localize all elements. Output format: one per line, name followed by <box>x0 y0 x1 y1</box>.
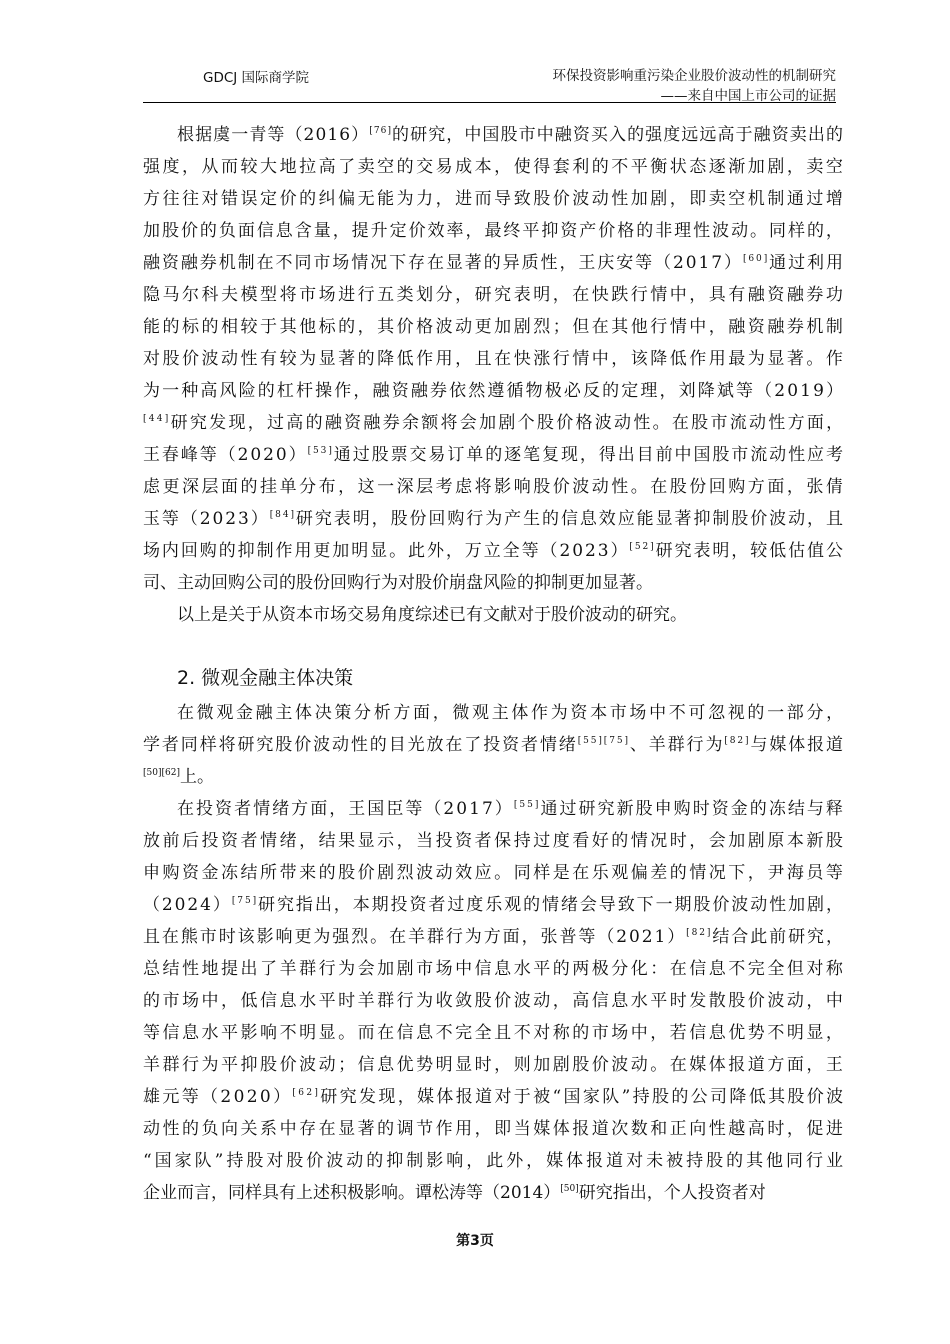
text-run: 隐马尔科夫模型将市场进行五类划分，研究表明，在快跌行情中，具有融资融券功 <box>143 285 846 305</box>
text-run: 雄元等（2020） <box>143 1087 293 1107</box>
page-number: 第3页 <box>456 1233 494 1249</box>
text-run: 强度，从而较大地拉高了卖空的交易成本，使得套利的不平衡状态逐渐加剧，卖空 <box>143 157 846 177</box>
text-run: 的研究，中国股市中融资买入的强度远远高于融资卖出的 <box>392 125 845 145</box>
text-line <box>143 407 846 439</box>
text-line <box>143 183 846 215</box>
text-line <box>143 503 843 535</box>
text-run: 学者同样将研究股价波动性的目光放在了投资者情绪 <box>143 735 578 755</box>
text-line <box>143 343 846 375</box>
text-run: 企业而言，同样具有上述积极影响。谭松涛等（2014） <box>143 1183 561 1203</box>
text-line <box>143 215 843 247</box>
text-run: 等信息水平影响不明显。而在信息不完全且不对称的市场中，若信息优势不明显， <box>143 1023 846 1043</box>
text-run: 通过股票交易订单的逐笔复现，得出目前中国股市流动性应考 <box>333 445 845 465</box>
text-line <box>143 921 843 953</box>
citation-ref: [82] <box>724 736 751 746</box>
header-institution: GDCJ 国际商学院 <box>203 70 310 86</box>
citation-ref: [50][62] <box>143 768 180 778</box>
citation-ref: [62] <box>292 1088 321 1098</box>
header-title-line1: 环保投资影响重污染企业股价波动性的机制研究 <box>552 68 836 84</box>
page-body <box>143 119 847 1209</box>
text-line <box>143 857 846 889</box>
paragraph-micro-decisions-intro <box>143 697 846 793</box>
text-line <box>143 1017 846 1049</box>
citation-ref: [44] <box>143 414 171 424</box>
text-line <box>143 1081 846 1113</box>
citation-ref: [84] <box>269 510 296 520</box>
text-run: 通过研究新股申购时资金的冻结与释 <box>540 799 845 819</box>
text-line <box>143 279 846 311</box>
text-run: 加股价的负面信息含量，提升定价效率，最终平抑资产价格的非理性波动。同样的， <box>143 221 845 241</box>
text-run: 能的标的相较于其他标的，其价格波动更加剧烈；但在其他行情中，融资融券机制 <box>143 317 846 337</box>
text-run: 动性的负向关系中存在显著的调节作用，即当媒体报道次数和正向性越高时，促进 <box>143 1119 846 1139</box>
text-run: 场内回购的抑制作用更加明显。此外，万立全等（2023） <box>143 541 630 561</box>
text-line <box>143 119 843 151</box>
text-run: 方往往对错误定价的纠偏无能为力，进而导致股价波动性加剧，即卖空机制通过增 <box>143 189 846 209</box>
text-run: 、羊群行为 <box>629 735 725 755</box>
text-run: 根据虞一青等（2016） <box>177 125 370 145</box>
text-line <box>143 439 843 471</box>
header-title <box>553 66 837 106</box>
text-run: 且在熊市时该影响更为强烈。在羊群行为方面，张普等（2021） <box>143 927 687 947</box>
text-run: 的市场中，低信息水平时羊群行为收敛股价波动，高信息水平时发散股价波动，中 <box>143 991 846 1011</box>
text-line <box>143 825 846 857</box>
text-line <box>143 1049 846 1081</box>
text-run: 对股价波动性有较为显著的降低作用，且在快涨行情中，该降低作用最为显著。作 <box>143 349 846 369</box>
citation-ref: [53] <box>307 446 334 456</box>
text-run: 虑更深层面的挂单分布，这一深层考虑将影响股价波动性。在股份回购方面，张倩 <box>143 477 846 497</box>
citation-ref: [76] <box>369 126 393 136</box>
text-line <box>143 889 843 921</box>
paragraph-summary <box>143 599 843 631</box>
citation-ref: [50] <box>560 1184 579 1194</box>
text-run: 在微观金融主体决策分析方面，微观主体作为资本市场中不可忽视的一部分， <box>177 703 846 723</box>
text-run: （2024） <box>143 895 232 915</box>
text-run: 研究发现，媒体报道对于被“国家队”持股的公司降低其股价波 <box>320 1087 846 1107</box>
text-line <box>143 953 846 985</box>
paragraph-investor-sentiment <box>143 793 847 1209</box>
text-line <box>143 697 846 729</box>
text-line <box>143 1145 847 1177</box>
text-line <box>143 471 846 503</box>
citation-ref: [60] <box>742 254 770 264</box>
text-line <box>143 1113 846 1145</box>
text-run: 以上是关于从资本市场交易角度综述已有文献对于股价波动的研究。 <box>177 605 687 625</box>
citation-ref: [52] <box>629 542 656 552</box>
text-run: 王春峰等（2020） <box>143 445 308 465</box>
text-line <box>143 535 843 567</box>
text-line <box>143 311 846 343</box>
text-run: 羊群行为平抑股价波动；信息优势明显时，则加剧股价波动。在媒体报道方面，王 <box>143 1055 846 1075</box>
text-line <box>143 985 846 1017</box>
section-spacer <box>143 631 843 659</box>
text-line <box>143 567 843 599</box>
section-heading: 2. 微观金融主体决策 <box>177 667 354 689</box>
text-line <box>143 247 843 279</box>
paragraph-short-selling-margin <box>143 119 846 599</box>
text-run: 研究指出，本期投资者过度乐观的情绪会导致下一期股价波动性加剧， <box>258 895 845 915</box>
citation-ref: [82] <box>686 928 713 938</box>
text-line <box>143 151 846 183</box>
text-run: 研究发现，过高的融资融券余额将会加剧个股价格波动性。在股市流动性方面， <box>170 413 846 433</box>
text-run: 玉等（2023） <box>143 509 270 529</box>
citation-ref: [75] <box>231 896 259 906</box>
text-run: 申购资金冻结所带来的股价剧烈波动效应。同样是在乐观偏差的情况下，尹海员等 <box>143 863 846 883</box>
text-run: 研究表明，较低估值公 <box>655 541 845 561</box>
text-line <box>143 1177 843 1209</box>
text-run: 总结性地提出了羊群行为会加剧市场中信息水平的两极分化：在信息不完全但对称 <box>143 959 846 979</box>
citation-ref: [55][75] <box>577 736 630 746</box>
text-run: 上。 <box>179 767 214 787</box>
header-title-line2: ——来自中国上市公司的证据 <box>660 88 836 104</box>
citation-ref: [55] <box>513 800 541 810</box>
text-run: 融资融券机制在不同市场情况下存在显著的异质性，王庆安等（2017） <box>143 253 743 273</box>
text-run: 研究指出，个人投资者对 <box>578 1183 766 1203</box>
text-line <box>143 761 843 793</box>
text-line <box>143 793 843 825</box>
text-run: 在投资者情绪方面，王国臣等（2017） <box>177 799 514 819</box>
text-line <box>143 599 843 631</box>
text-run: 通过利用 <box>769 253 845 273</box>
text-line <box>143 729 843 761</box>
text-run: 为一种高风险的杠杆操作，融资融券依然遵循物极必反的定理，刘降斌等（2019） <box>143 381 846 401</box>
text-run: 结合此前研究， <box>712 927 845 947</box>
text-run: “国家队”持股对股价波动的抑制影响，此外，媒体报道对未被持股的其他同行业 <box>143 1151 847 1171</box>
text-run: 司、主动回购公司的股份回购行为对股价崩盘风险的抑制更加显著。 <box>143 573 653 593</box>
header-divider <box>143 102 836 103</box>
text-run: 放前后投资者情绪，结果显示，当投资者保持过度看好的情况时，会加剧原本新股 <box>143 831 846 851</box>
text-run: 研究表明，股份回购行为产生的信息效应能显著抑制股价波动，且 <box>295 509 845 529</box>
text-line <box>143 375 846 407</box>
text-run: 与媒体报道 <box>750 735 845 755</box>
